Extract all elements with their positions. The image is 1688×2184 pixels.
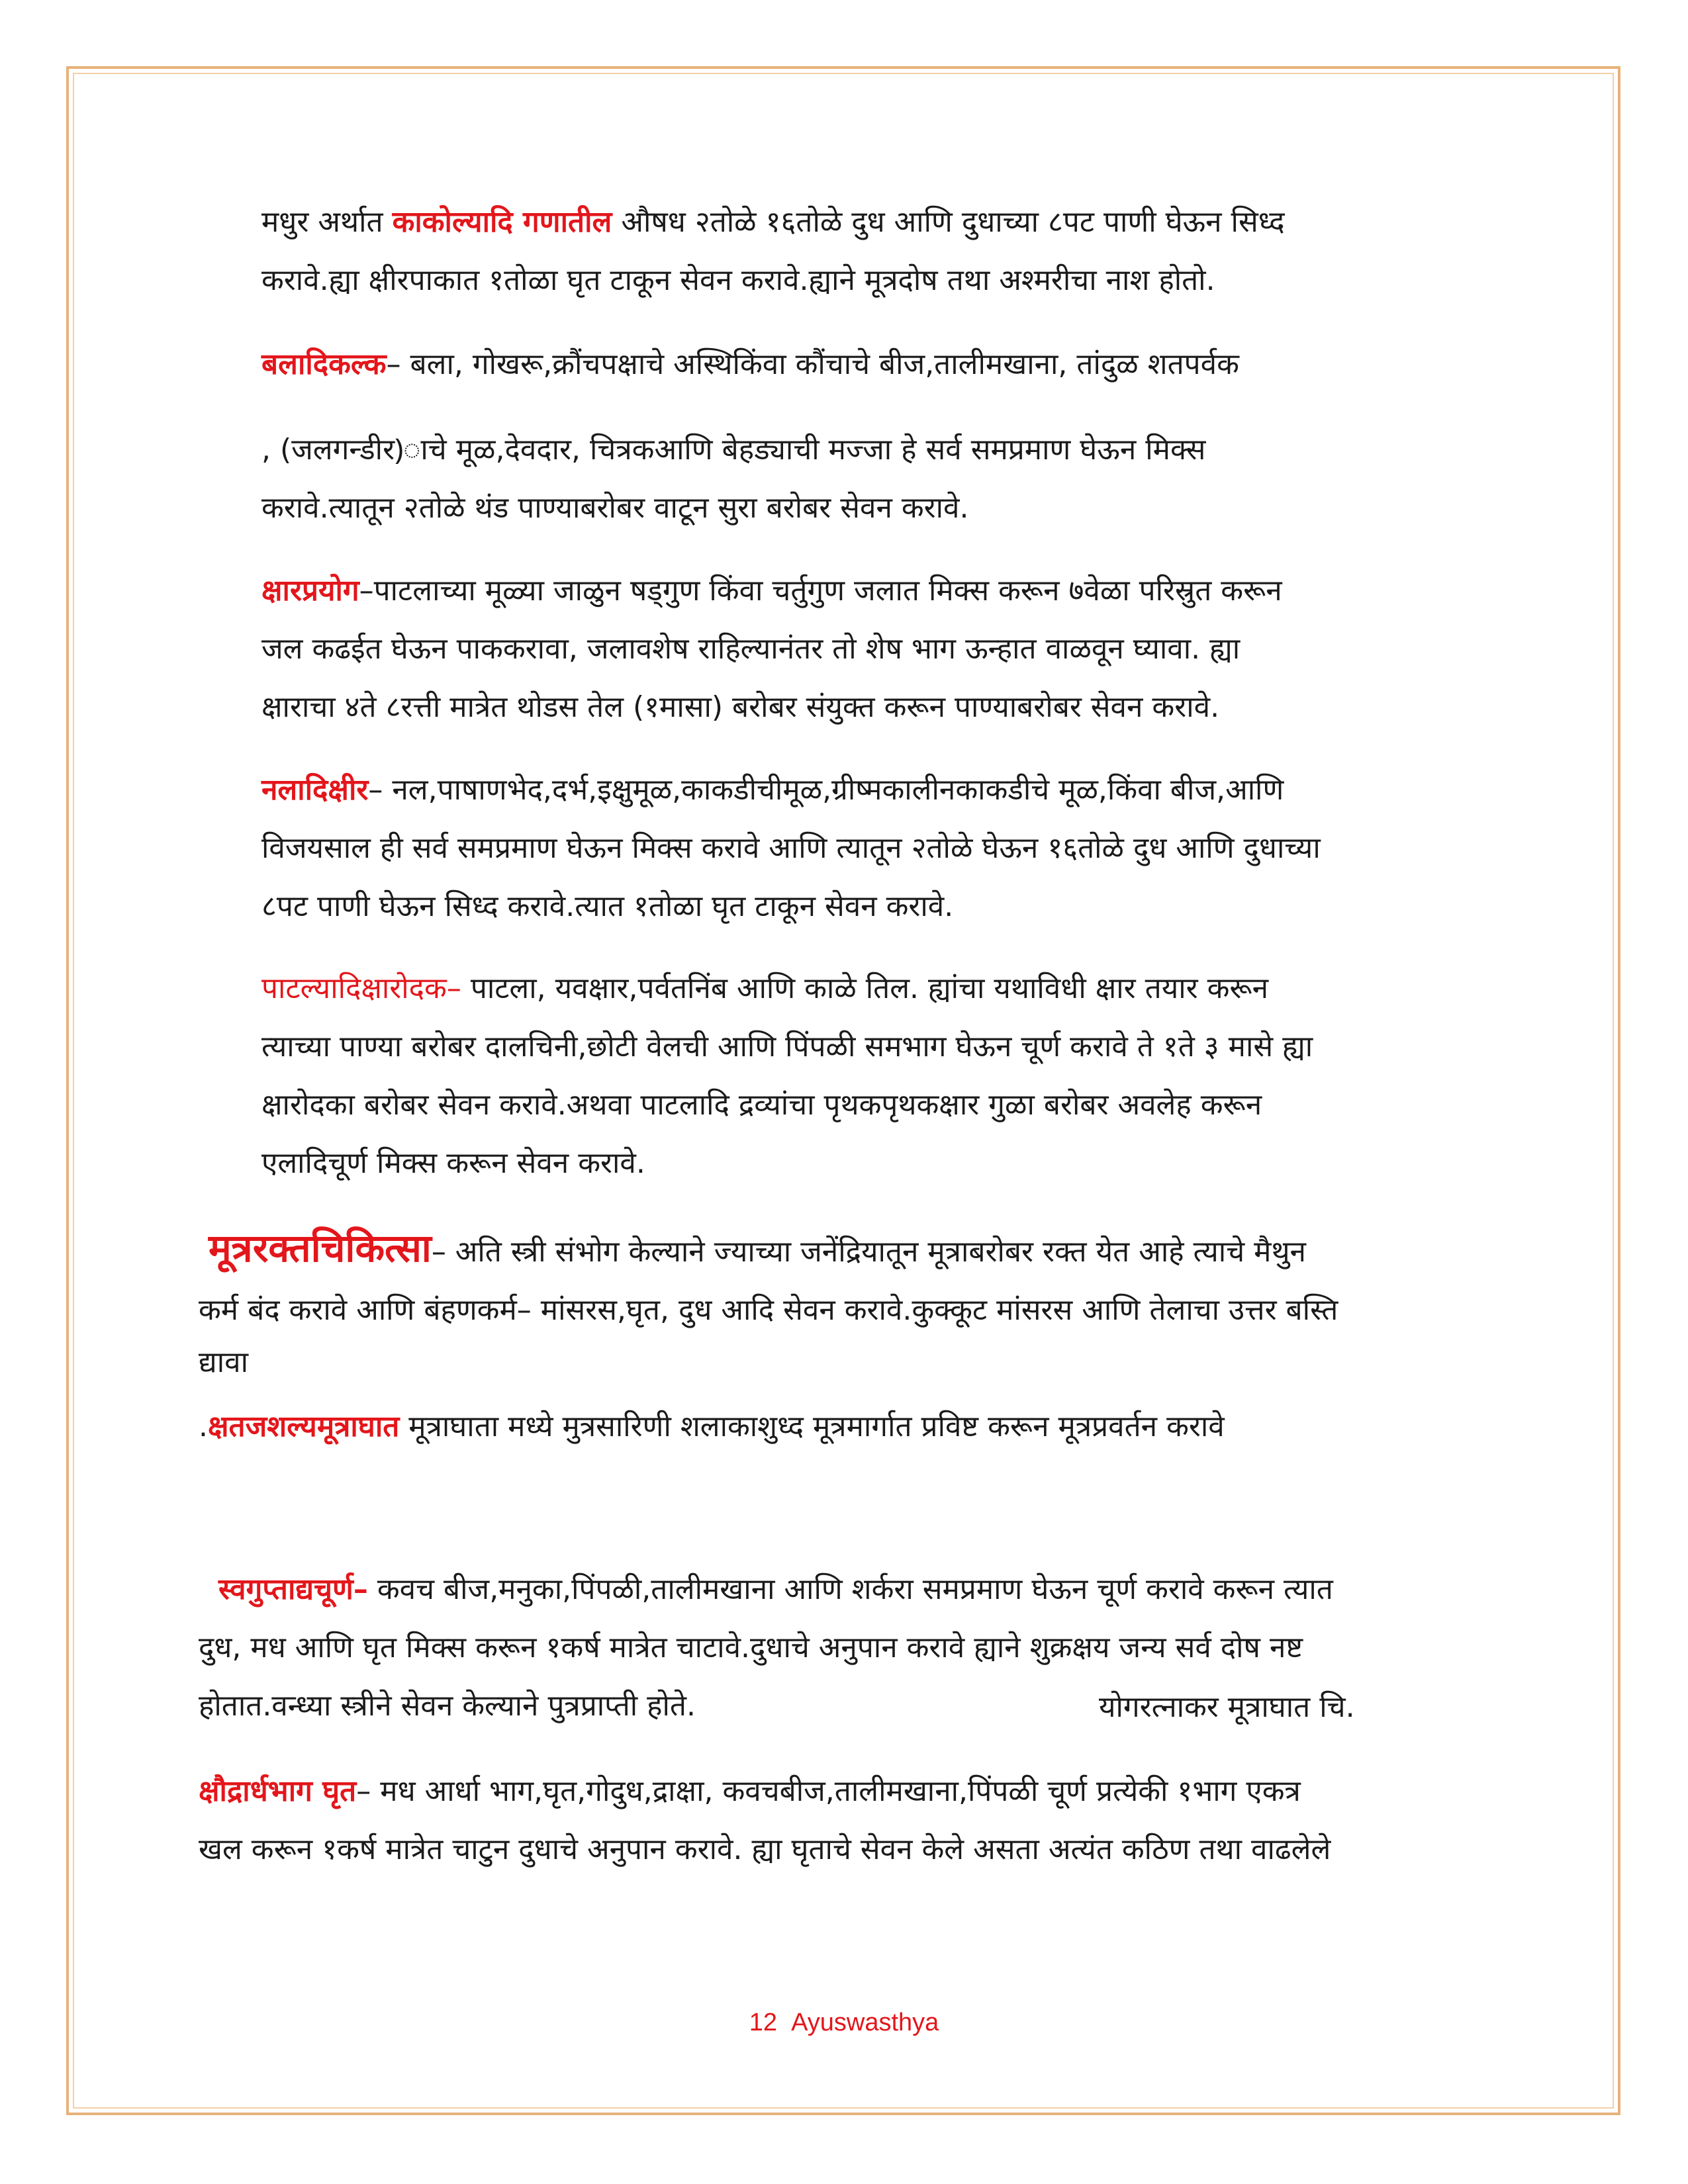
text-segment: कवच बीज,मनुका,पिंपळी,तालीमखाना आणि शर्करा समप्रमाण घेऊन चूर्ण करावे करून त्यात — [367, 1572, 1333, 1606]
text-line — [199, 1398, 1225, 1456]
text-line: ८पट पाणी घेऊन सिध्द करावे.त्यात १तोळा घृत टाकून सेवन करावे. — [261, 889, 954, 923]
text-segment: – बला, गोखरू,क्रौंचपक्षाचे अस्थिकिंवा कौंचाचे बीज,तालीमखाना, तांदुळ शतपर्वक — [386, 347, 1239, 381]
text-line: विजयसाल ही सर्व समप्रमाण घेऊन मिक्स करावे आणि त्यातून २तोळे घेऊन १६तोळे दुध आणि दुधाच्या — [261, 831, 1321, 865]
paragraph-ksharprayog — [261, 562, 1282, 737]
text-line: एलादिचूर्ण मिक्स करून सेवन करावे. — [261, 1146, 645, 1180]
text-line: दुध, मध आणि घृत मिक्स करून १कर्ष मात्रेत चाटावे.दुधाचे अनुपान करावे ह्याने शुक्रक्षय जन्य सर्व दोष नष्ट — [199, 1631, 1303, 1664]
paragraph-kshatajashalya — [199, 1398, 1225, 1456]
keyword-naladikshir: नलादिक्षीर — [261, 773, 369, 807]
text-line: जल कढईत घेऊन पाककरावा, जलावशेष राहिल्यानंतर तो शेष भाग ऊन्हात वाळवून घ्यावा. ह्या — [261, 632, 1241, 666]
text-segment: पाटला, यवक्षार,पर्वतनिंब आणि काळे तिल. ह्यांचा यथाविधी क्षार तयार करून — [461, 972, 1269, 1005]
text-segment: – नल,पाषाणभेद,दर्भ,इक्षुमूळ,काकडीचीमूळ,ग्रीष्मकालीनकाकडीचे मूळ,किंवा बीज,आणि — [368, 773, 1284, 807]
heading-mutrarakta: मूत्ररक्तचिकित्सा — [209, 1226, 432, 1271]
text-line: कर्म बंद करावे आणि बंहणकर्म– मांसरस,घृत, दुध आदि सेवन करावे.कुक्कूट मांसरस आणि तेलाचा उत्तर बस्ति — [199, 1293, 1338, 1327]
keyword-swaguptadya: स्वगुप्ताद्यचूर्ण– — [218, 1572, 368, 1606]
keyword-kshaudrardha: क्षौद्रार्धभाग घृत — [199, 1774, 357, 1808]
text-line: करावे.त्यातून २तोळे थंड पाण्याबरोबर वाटून सुरा बरोबर सेवन करावे. — [261, 491, 969, 525]
text-line — [199, 1561, 1333, 1619]
text-line: त्याच्या पाण्या बरोबर दालचिनी,छोटी वेलची आणि पिंपळी समभाग घेऊन चूर्ण करावे ते १ते ३ मासे ह्या — [261, 1030, 1313, 1064]
paragraph-patalyadi — [261, 960, 1313, 1193]
text-line: खल करून १कर्ष मात्रेत चाटुन दुधाचे अनुपान करावे. ह्या घृताचे सेवन केले असता अत्यंत कठिण तथा वाढलेले — [199, 1833, 1331, 1866]
text-line: क्षाराचा ४ते ८रत्ती मात्रेत थोडस तेल (१मासा) बरोबर संयुक्त करून पाण्याबरोबर सेवन करावे. — [261, 690, 1220, 724]
paragraph-naladikshir — [261, 761, 1321, 936]
keyword-patalyadi: पाटल्यादिक्षारोदक– — [261, 972, 461, 1005]
text-segment: – अति स्त्री संभोग केल्याने ज्याच्या जनेंद्रियातून मूत्राबरोबर रक्त येत आहे त्याचे मैथुन — [431, 1235, 1306, 1269]
paragraph-mutrarakta — [199, 1219, 1338, 1386]
text-line: करावे.ह्या क्षीरपाकात १तोळा घृत टाकून सेवन करावे.ह्याने मूत्रदोष तथा अश्मरीचा नाश होतो. — [261, 263, 1215, 297]
keyword-baladikalk: बलादिकल्क — [261, 347, 387, 381]
paragraph-kakolyadi — [261, 193, 1285, 310]
text-segment: औषध २तोळे १६तोळे दुध आणि दुधाच्या ८पट पाणी घेऊन सिध्द — [612, 205, 1285, 239]
paragraph-baladikalk — [261, 336, 1239, 394]
paragraph-jalagandir — [261, 421, 1205, 537]
keyword-ksharprayog: क्षारप्रयोग — [261, 574, 359, 608]
keyword-kakolyadi: काकोल्यादि गणातील — [392, 205, 612, 239]
page-number: 12 — [749, 2009, 777, 2036]
text-segment: मूत्राघाता मध्ये मुत्रसारिणी शलाकाशुध्द मूत्रमार्गात प्रविष्ट करून मूत्रप्रवर्तन करावे — [399, 1410, 1225, 1443]
text-segment: होतात.वन्ध्या स्त्रीने सेवन केल्याने पुत्रप्राप्ती होते. — [199, 1689, 696, 1723]
keyword-kshatajashalya: क्षतजशल्यमूत्राघात — [208, 1410, 400, 1443]
text-line: द्यावा — [199, 1345, 248, 1379]
text-line — [261, 193, 1285, 251]
text-line — [261, 761, 1321, 819]
text-line: क्षारोदका बरोबर सेवन करावे.अथवा पाटलादि द्रव्यांचा पृथकपृथकक्षार गुळा बरोबर अवलेह करून — [261, 1088, 1262, 1122]
text-line — [199, 1219, 1338, 1281]
text-line — [261, 960, 1313, 1018]
text-line — [199, 1762, 1331, 1821]
paragraph-kshaudrardha — [199, 1762, 1331, 1879]
reference-yogaratnakar: योगरत्नाकर मूत्राघात चि. — [1099, 1690, 1355, 1724]
text-line — [261, 562, 1282, 620]
page-footer — [0, 2009, 1688, 2037]
text-line: , (जलगन्डीर)ाचे मूळ,देवदार, चित्रकआणि बेहड्याची मज्जा हे सर्व समप्रमाण घेऊन मिक्स — [261, 433, 1206, 467]
text-segment: मधुर अर्थात — [261, 205, 393, 239]
text-segment: –पाटलाच्या मूळ्या जाळुन षड्गुण किंवा चर्तुगुण जलात मिक्स करून ७वेळा परिस्रुत करून — [359, 574, 1282, 608]
text-line — [261, 336, 1239, 394]
text-segment: – मध आर्धा भाग,घृत,गोदुध,द्राक्षा, कवचबीज,तालीमखाना,पिंपळी चूर्ण प्रत्येकी १भाग एकत्र — [356, 1774, 1301, 1808]
publication-name: Ayuswasthya — [791, 2009, 939, 2036]
text-segment: . — [199, 1410, 208, 1443]
